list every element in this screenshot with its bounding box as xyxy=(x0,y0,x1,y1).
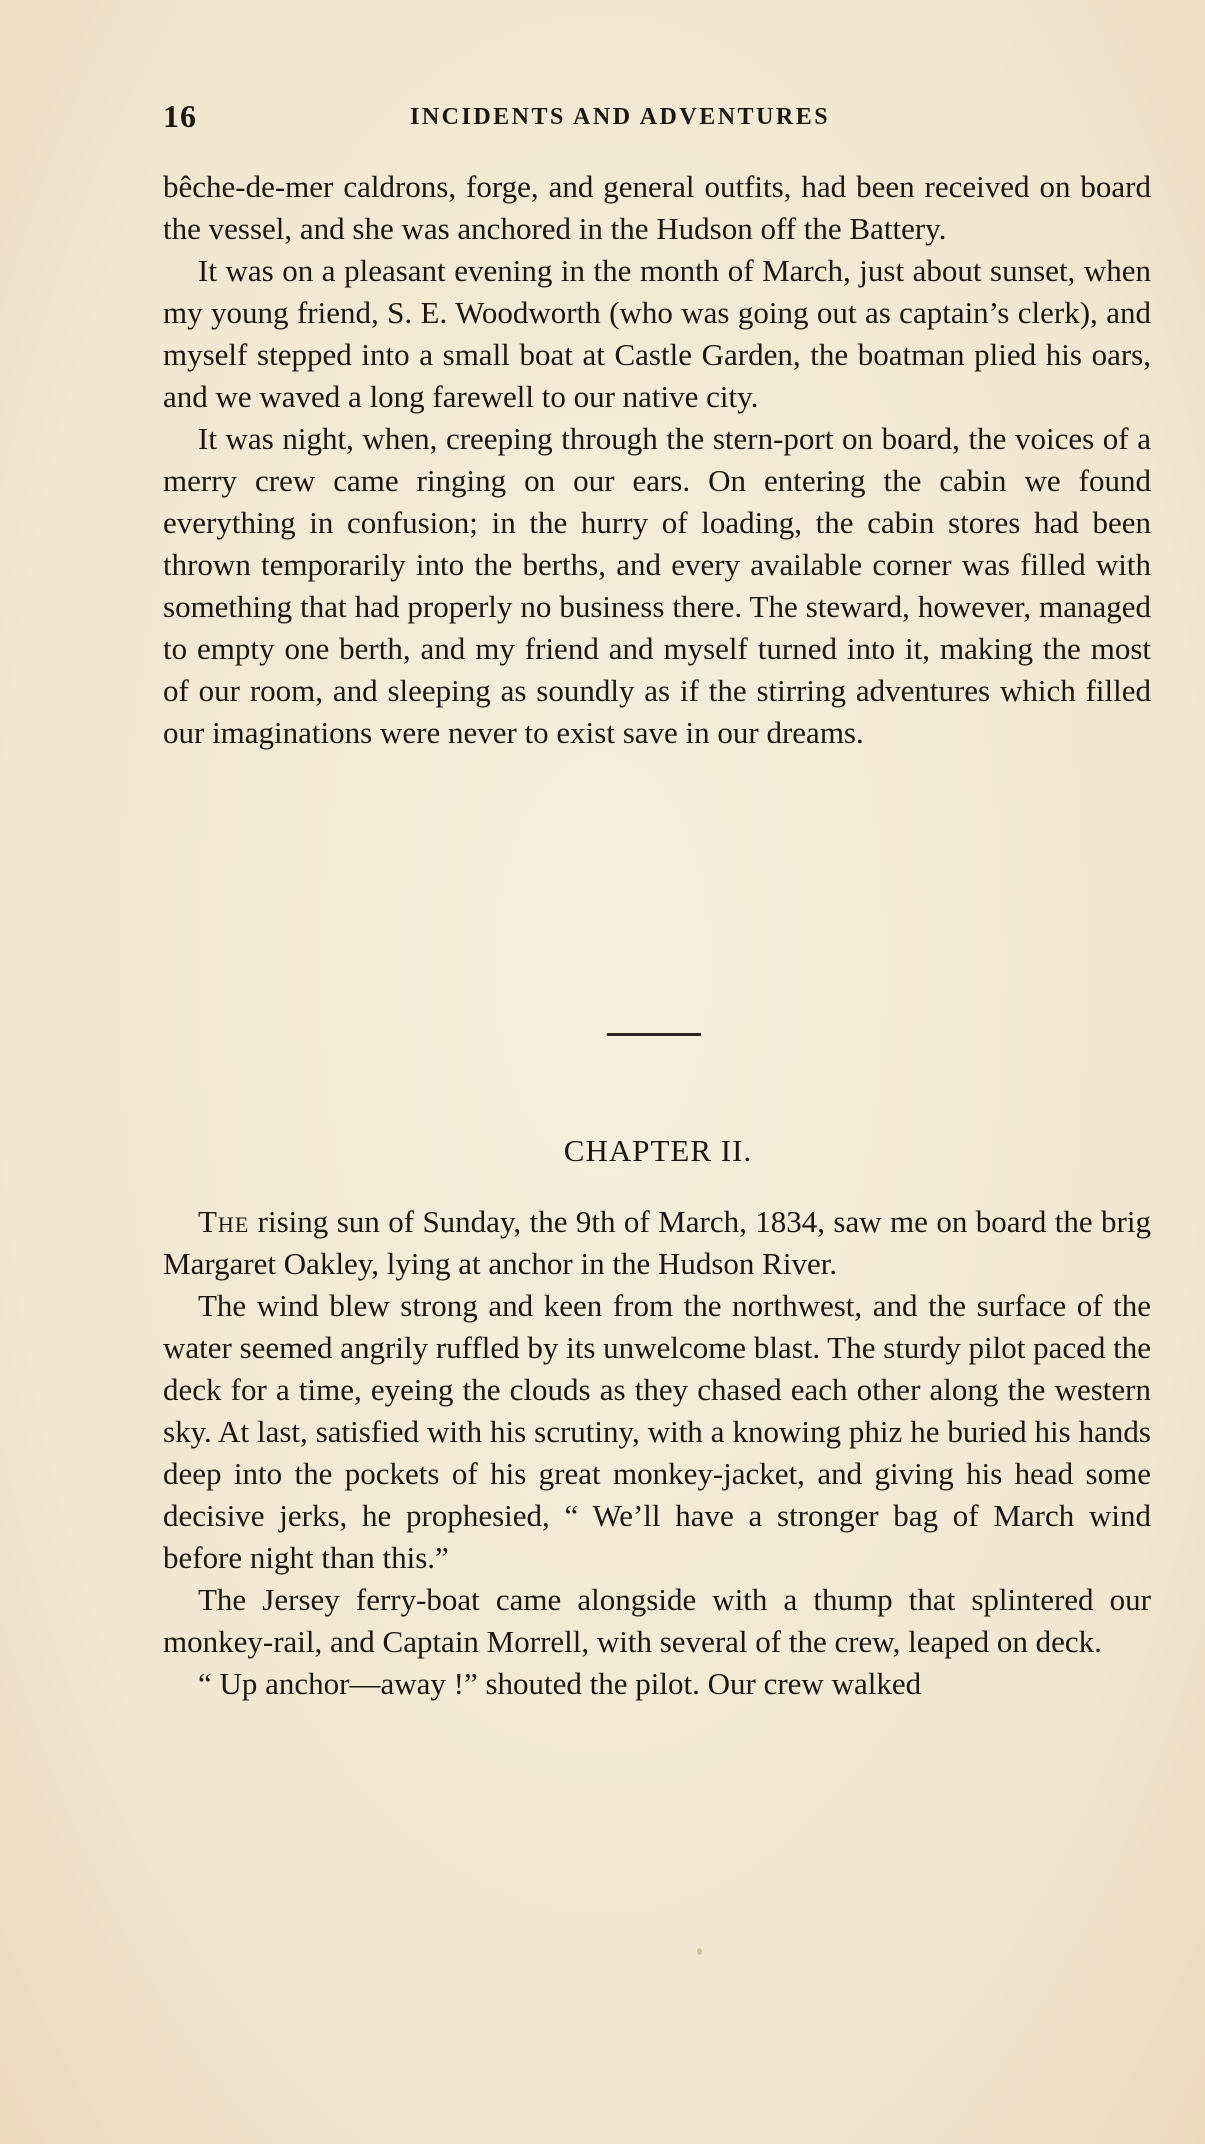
paragraph-continued: bêche-de-mer caldrons, forge, and general outfits, had been received on board the vessel, and she was anchored in the Hudson off the Battery. xyxy=(163,169,1151,246)
paragraph: The Jersey ferry-boat came alongside with a thump that splintered our monkey-rail, and Captain Morrell, with several of the crew, leaped on deck. xyxy=(163,1582,1151,1659)
section-divider xyxy=(607,1033,701,1036)
paragraph: “ Up anchor—away !” shouted the pilot. Our crew walked xyxy=(198,1666,922,1701)
chapter-heading: CHAPTER II. xyxy=(563,1133,753,1168)
running-head: INCIDENTS AND ADVENTURES xyxy=(410,104,831,130)
opening-paragraph-text: rising sun of Sunday, the 9th of March, 1834, saw me on board the brig Margaret Oakley, lying at anchor in the Hudson River. xyxy=(163,1204,1151,1281)
page-header xyxy=(163,98,1143,138)
page-number: 16 xyxy=(163,98,197,134)
chapter-body-text xyxy=(163,1201,1151,1705)
body-text-before-chapter xyxy=(163,166,1151,754)
paragraph: The wind blew strong and keen from the northwest, and the surface of the water seemed angrily ruffled by its unwelcome blast. The sturdy pilot paced the deck for a time, eyeing the clouds as they chased each other along the western sky. At last, satisfied with his scrutiny, with a knowing phiz he buried his hands deep into the pockets of his great monkey-jacket, and giving his head some decisive jerks, he prophesied, “ We’ll have a stronger bag of March wind before night than this.” xyxy=(163,1288,1151,1575)
chapter-opening-paragraph xyxy=(163,1201,1151,1285)
paragraph: It was on a pleasant evening in the month of March, just about sunset, when my young friend, S. E. Woodworth (who was going out as captain’s clerk), and myself stepped into a small boat at Castle Garden, the boatman plied his oars, and we waved a long farewell to our native city. xyxy=(163,253,1151,414)
opening-small-caps-word: The xyxy=(198,1204,250,1239)
paper-speck xyxy=(697,1948,702,1955)
paragraph: It was night, when, creeping through the stern-port on board, the voices of a merry crew came ringing on our ears. On entering the cabin we found everything in confusion; in the hurry of loading, the cabin stores had been thrown temporarily into the berths, and every available corner was filled with something that had properly no business there. The steward, however, managed to empty one berth, and my friend and myself turned into it, making the most of our room, and sleeping as soundly as if the stirring adventures which filled our imaginations were never to exist save in our dreams. xyxy=(163,421,1151,750)
